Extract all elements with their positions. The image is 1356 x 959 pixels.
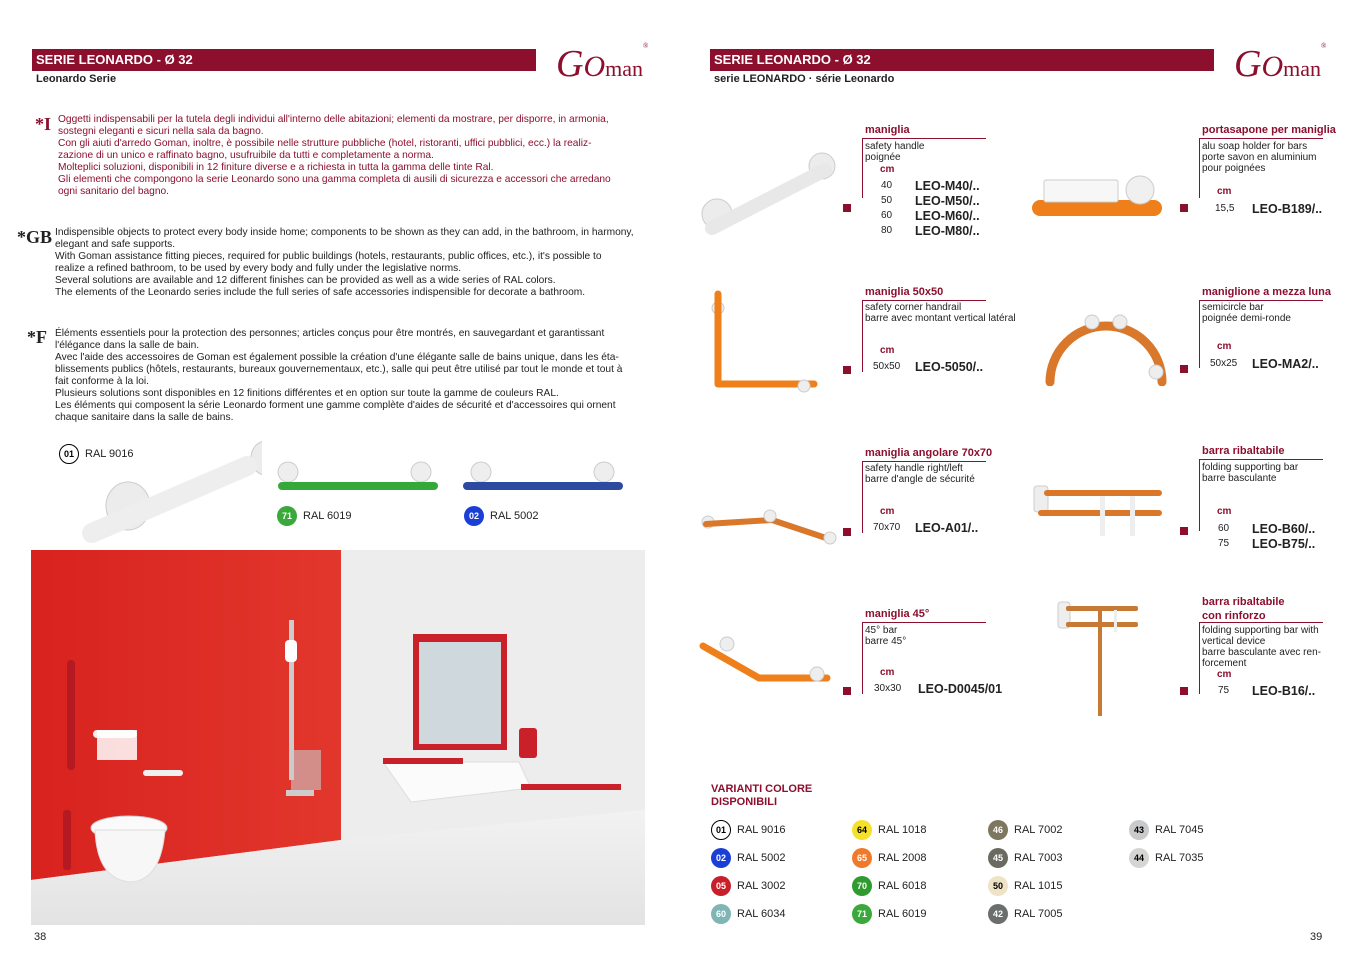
logo-text: G [1234,43,1262,85]
product-description: folding supporting bar with vertical device barre basculante avec ren- forcement [1202,625,1321,669]
bathroom-photo [31,550,645,925]
cm-label: cm [1217,341,1232,352]
product-title-rule [862,461,986,462]
color-variant-label: RAL 7035 [1155,852,1204,864]
product-marker [1180,527,1188,535]
product-description: alu soap holder for bars porte savon en aluminium pour poignées [1202,141,1317,174]
size-value: 50x25 [1210,358,1238,369]
color-number-badge: 05 [711,876,731,896]
color-variant [852,848,927,868]
product-rule-vertical [862,300,863,372]
color-variant-label: RAL 6034 [737,908,786,920]
color-number-badge: 70 [852,876,872,896]
cm-label: cm [880,345,895,356]
45-degree-handle-image [697,634,837,690]
lang-it-label: *I [35,114,52,134]
product-title: barra ribaltabile con rinforzo [1202,596,1285,622]
product-marker [843,687,851,695]
color-variant [711,848,786,868]
lang-f-label: *F [27,327,47,347]
color-number-badge: 02 [711,848,731,868]
color-number-badge: 44 [1129,848,1149,868]
cm-label: cm [880,667,895,678]
product-title-rule [862,622,986,623]
swatch-label: RAL 6019 [303,510,352,522]
product-rule-vertical [862,622,863,694]
swatch-ral-6019 [277,506,352,526]
product-title: maniglia 45° [865,608,930,620]
size-value: 60 [881,210,893,221]
color-variant-label: RAL 5002 [737,852,786,864]
text-french: Éléments essentiels pour la protection des personnes; articles conçus pour être montrés, en sauvegardant et garantissant l'élégance dans la salle de bain. Avec l'aide des accessoires de Goman est également possible la création d'une élégante salle de bains unique, dans les éta- blissements publics (hôtels, restaurants, bureaux gouvernementaux, etc.), salle qui peut être utilisé par tout le monde et tout à fait conforme à la loi. Plusieurs solutions sont disponibles en 12 finitions différentes et en option sur toute la gamme de couleurs RAL. Les éléments qui composent la série Leonardo forment une gamme complète d'aides de sécurité et d'accessoires qui ornent chaque sanitaire dans la salle de bains. [55,328,623,423]
logo-text: man [1283,56,1322,81]
color-variant-label: RAL 7005 [1014,908,1063,920]
product-code: LEO-MA2/.. [1252,357,1319,371]
cm-label: cm [1217,186,1232,197]
color-variant [1129,848,1204,868]
logo-text: G [556,43,584,85]
color-variant [988,820,1063,840]
color-variant [852,876,927,896]
color-variant-label: RAL 7002 [1014,824,1063,836]
product-code: LEO-B189/.. [1252,202,1323,216]
logo-text: ® [643,42,649,50]
size-value: 15,5 [1215,203,1235,214]
soap-holder-image [1030,170,1165,222]
product-description: safety corner handrail barre avec montant vertical latéral [865,302,1016,324]
product-description: 45° bar barre 45° [865,625,907,647]
right-subtitle: serie LEONARDO · série Leonardo [714,73,895,85]
product-title: maniglia 50x50 [865,286,944,298]
swatch-ral-5002 [464,506,539,526]
color-variant [988,876,1063,896]
product-description: safety handle poignée [865,141,925,163]
product-title-rule [1199,622,1323,623]
color-variant-label: RAL 1015 [1014,880,1063,892]
product-title: maniglione a mezza luna [1202,286,1331,298]
folding-bar-image [1030,478,1165,548]
color-variant-label: RAL 9016 [737,824,786,836]
cm-label: cm [1217,506,1232,517]
blue-handle-image [461,460,626,496]
text-english: Indispensible objects to protect every body inside home; components to be shown as they can add, in the bathroom, in harmony, elegant and safe supports. With Goman assistance fitting pieces, required for public buildings (hotels, restaurants, public offices, etc.), it's possible to realize a refined bathroom, to be used by every body and fully under the legislative norms. Several solutions are available and 12 different finishes can be provided as well as a wide series of RAL colors. The elements of the Leonardo series include the full series of safe accessories indispensible for decorate a bathroom. [55,227,634,298]
page-number-left: 38 [34,931,47,943]
logo-text: ® [1321,42,1327,50]
swatch-label: RAL 9016 [85,448,134,460]
product-code: LEO-B16/.. [1252,684,1316,698]
logo-text: O [583,50,606,83]
color-variant-label: RAL 1018 [878,824,927,836]
handle-image [697,148,841,240]
color-number-badge: 50 [988,876,1008,896]
logo-text: O [1261,50,1284,83]
right-header: SERIE LEONARDO - Ø 32 [710,49,1214,71]
color-variant-label: RAL 2008 [878,852,927,864]
color-variant-label: RAL 3002 [737,880,786,892]
product-marker [1180,687,1188,695]
color-number-badge: 65 [852,848,872,868]
white-handle-image [52,438,262,548]
product-code: LEO-A01/.. [915,521,979,535]
product-rule-vertical [862,138,863,198]
green-handle-image [276,460,441,496]
product-code: LEO-M40/.. [915,179,980,193]
color-number-badge: 64 [852,820,872,840]
left-subtitle: Leonardo Serie [36,73,117,85]
color-variant-label: RAL 7045 [1155,824,1204,836]
product-description: semicircle bar poignée demi-ronde [1202,302,1291,324]
product-title-rule [1199,300,1323,301]
text-italian: Oggetti indispensabili per la tutela degli individui all'interno delle abitazioni; elementi da mostrare, per disporre, in armonia, sostegni eleganti e sicuri nella sala da bagno. Con gli aiuti d'arredo Goman, inoltre, è possibile nelle strutture pubbliche (hotel, ristoranti, uffici pubblici, ecc.) la realiz- zazione di un unico e raffinato bagno, usufruibile da tutti e completamente a norma. Molteplici soluzioni, disponibili in 12 finiture diverse e a richiesta in tutta la gamma delle tinte Ral. Gli elementi che compongono la serie Leonardo sono una gamma completa di ausili di sicurezza e accessori che arredano ogni sanitario del bagno. [58,114,611,197]
color-variant-label: RAL 6018 [878,880,927,892]
product-code: LEO-M50/.. [915,194,980,208]
product-title-rule [862,300,986,301]
product-title: maniglia angolare 70x70 [865,447,993,459]
product-code: LEO-B75/.. [1252,537,1316,551]
product-title: maniglia [865,124,910,136]
product-code: LEO-5050/.. [915,360,984,374]
semicircle-bar-image [1040,306,1170,386]
product-code: LEO-B60/.. [1252,522,1316,536]
color-variant [1129,820,1204,840]
product-marker [1180,204,1188,212]
cm-label: cm [1217,669,1232,680]
product-marker [843,366,851,374]
page-number-right: 39 [1310,931,1323,943]
color-variant [711,876,786,896]
cm-label: cm [880,506,895,517]
size-value: 70x70 [873,522,901,533]
product-marker [843,528,851,536]
left-header: SERIE LEONARDO - Ø 32 [32,49,536,71]
product-code: LEO-M80/.. [915,224,980,238]
product-rule-vertical [1199,459,1200,531]
color-variant [852,904,927,924]
color-number-badge: 43 [1129,820,1149,840]
color-number-badge: 42 [988,904,1008,924]
corner-handrail-image [710,288,825,398]
color-variants-title: VARIANTI COLORE DISPONIBILI [711,783,813,808]
color-variant [988,848,1063,868]
color-number-badge: 02 [464,506,484,526]
color-variant [852,820,927,840]
product-code: LEO-D0045/01 [918,682,1003,696]
product-rule-vertical [1199,138,1200,198]
cm-label: cm [880,164,895,175]
size-value: 60 [1218,523,1230,534]
product-description: folding supporting bar barre basculante [1202,462,1299,484]
color-variant-label: RAL 7003 [1014,852,1063,864]
goman-logo [556,42,648,86]
color-number-badge: 01 [711,820,731,840]
color-number-badge: 45 [988,848,1008,868]
color-number-badge: 71 [277,506,297,526]
product-rule-vertical [1199,300,1200,368]
angle-handle-image [700,506,840,546]
color-number-badge: 71 [852,904,872,924]
color-number-badge: 60 [711,904,731,924]
color-variant [711,820,786,840]
product-rule-vertical [1199,622,1200,694]
color-number-badge: 46 [988,820,1008,840]
product-rule-vertical [862,461,863,533]
product-code: LEO-M60/.. [915,209,980,223]
product-title: portasapone per maniglia [1202,124,1336,136]
color-variant [988,904,1063,924]
product-description: safety handle right/left barre d'angle de sécurité [865,463,975,485]
size-value: 50x50 [873,361,901,372]
size-value: 40 [881,180,893,191]
product-title-rule [862,138,986,139]
size-value: 75 [1218,685,1230,696]
size-value: 30x30 [874,683,902,694]
product-marker [1180,365,1188,373]
color-variant-label: RAL 6019 [878,908,927,920]
product-marker [843,204,851,212]
size-value: 50 [881,195,893,206]
goman-logo [1234,42,1326,86]
size-value: 75 [1218,538,1230,549]
logo-text: man [605,56,644,81]
product-title-rule [1199,138,1323,139]
product-title-rule [1199,459,1323,460]
color-variant [711,904,786,924]
size-value: 80 [881,225,893,236]
color-number-badge: 01 [59,444,79,464]
product-title: barra ribaltabile [1202,445,1285,457]
swatch-label: RAL 5002 [490,510,539,522]
lang-gb-label: *GB [17,227,53,247]
folding-bar-reinforced-image [1050,596,1140,720]
